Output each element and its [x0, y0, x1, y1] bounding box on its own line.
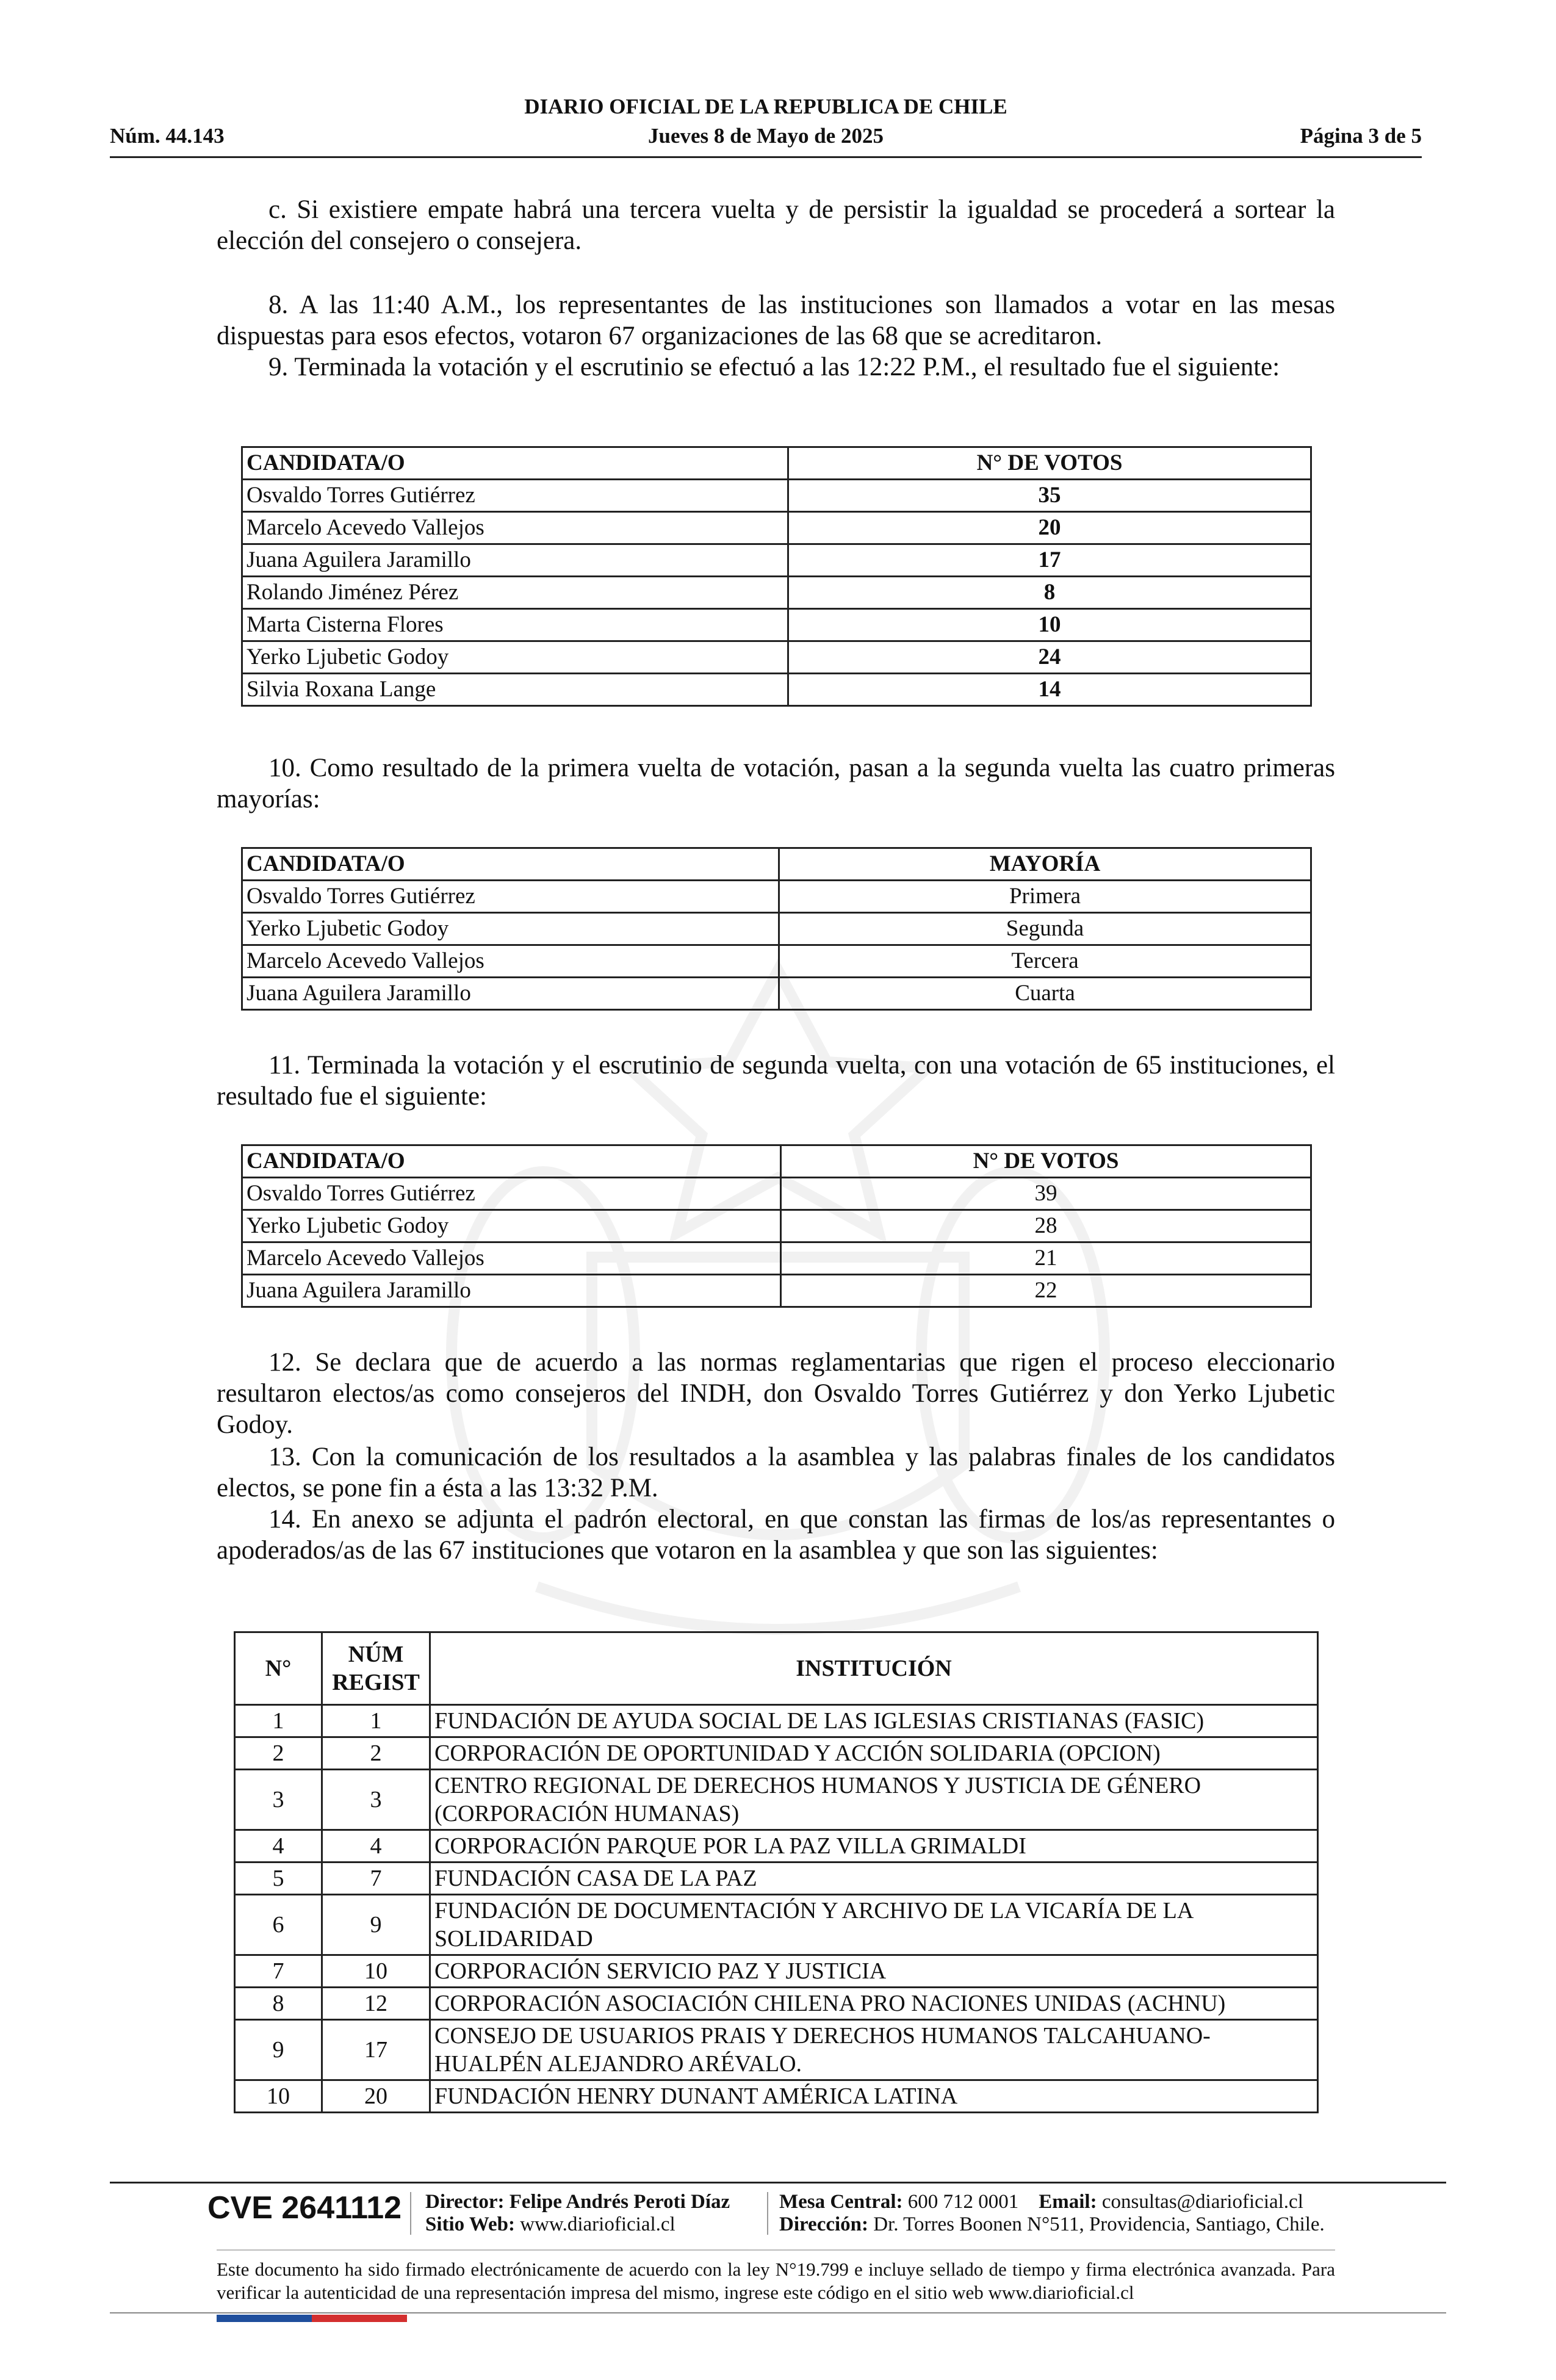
column-header-registry: NÚM REGIST [322, 1632, 430, 1705]
table-row [242, 1178, 1311, 1210]
column-header-candidate: CANDIDATA/O [242, 848, 779, 881]
table-header-row [242, 848, 1311, 881]
institution-name: CORPORACIÓN DE OPORTUNIDAD Y ACCIÓN SOLIDARIA (OPCION) [430, 1737, 1318, 1770]
footer-separator [410, 2192, 411, 2235]
column-header-candidate: CANDIDATA/O [242, 447, 788, 480]
table-row [235, 1705, 1318, 1737]
row-number: 3 [235, 1770, 322, 1830]
majorities-table [241, 847, 1312, 1011]
institutions-table [234, 1631, 1319, 2113]
issue-date: Jueves 8 de Mayo de 2025 [648, 124, 884, 148]
table-row [235, 2080, 1318, 2113]
registry-number: 1 [322, 1705, 430, 1737]
mesa-phone: 600 712 0001 [907, 2191, 1019, 2213]
table-row [242, 674, 1311, 706]
paragraph-12 [217, 1347, 1335, 1440]
website-link[interactable]: www.diarioficial.cl [520, 2213, 675, 2235]
table-row [242, 480, 1311, 512]
table-header-row [242, 1145, 1311, 1178]
publication-title: DIARIO OFICIAL DE LA REPUBLICA DE CHILE [524, 95, 1007, 118]
row-number: 2 [235, 1737, 322, 1770]
institution-name: CORPORACIÓN ASOCIACIÓN CHILENA PRO NACIONES UNIDAS (ACHNU) [430, 1988, 1318, 2020]
row-number: 4 [235, 1830, 322, 1863]
candidate-name: Yerko Ljubetic Godoy [242, 1210, 781, 1242]
paragraph-9 [217, 352, 1335, 383]
table-row [242, 609, 1311, 641]
candidate-name: Juana Aguilera Jaramillo [242, 978, 779, 1010]
table-row [242, 1242, 1311, 1275]
vote-count: 35 [788, 480, 1311, 512]
footer-bottom-divider [110, 2312, 1446, 2313]
row-number: 8 [235, 1988, 322, 2020]
candidate-name: Rolando Jiménez Pérez [242, 577, 788, 609]
paragraph-12-text: 12. Se declara que de acuerdo a las normas reglamentarias que rigen el proceso eleccionario resultaron electos/as como consejeros del INDH, don Osvaldo Torres Gutiérrez y don Yerko Ljubetic Godoy. [217, 1348, 1335, 1439]
majority-rank: Segunda [779, 913, 1311, 945]
candidate-name: Silvia Roxana Lange [242, 674, 788, 706]
paragraph-8-text: 8. A las 11:40 A.M., los representantes de las instituciones son llamados a votar en las mesas dispuestas para esos efectos, votaron 67 organizaciones de las 68 que se acreditaron. [217, 290, 1335, 350]
registry-number: 20 [322, 2080, 430, 2113]
vote-count: 39 [781, 1178, 1311, 1210]
column-header-number: N° [235, 1632, 322, 1705]
vote-count: 21 [781, 1242, 1311, 1275]
registry-number: 10 [322, 1955, 430, 1988]
column-header-candidate: CANDIDATA/O [242, 1145, 781, 1178]
table-row [235, 1770, 1318, 1830]
footer-divider [110, 2182, 1446, 2183]
vote-count: 22 [781, 1275, 1311, 1307]
registry-number: 17 [322, 2020, 430, 2080]
column-header-majority: MAYORÍA [779, 848, 1311, 881]
column-header-votes: N° DE VOTOS [781, 1145, 1311, 1178]
table-row [242, 544, 1311, 577]
table-row [235, 1863, 1318, 1895]
second-round-results-table [241, 1144, 1312, 1308]
column-header-institution: INSTITUCIÓN [430, 1632, 1318, 1705]
institution-name: FUNDACIÓN CASA DE LA PAZ [430, 1863, 1318, 1895]
director-name: Felipe Andrés Peroti Díaz [509, 2191, 730, 2213]
table-row [242, 641, 1311, 674]
flag-stripe-red [312, 2315, 407, 2322]
registry-number: 4 [322, 1830, 430, 1863]
footer-contact-block [779, 2191, 1325, 2236]
table-row [242, 978, 1311, 1010]
majority-rank: Cuarta [779, 978, 1311, 1010]
website-label: Sitio Web: [425, 2213, 516, 2235]
majority-rank: Primera [779, 881, 1311, 913]
table-row [235, 1988, 1318, 2020]
director-label: Director: [425, 2191, 505, 2213]
paragraph-10-text: 10. Como resultado de la primera vuelta de votación, pasan a la segunda vuelta las cuatro primeras mayorías: [217, 754, 1335, 813]
table-row [242, 512, 1311, 544]
vote-count: 14 [788, 674, 1311, 706]
paragraph-14 [217, 1504, 1335, 1566]
vote-count: 17 [788, 544, 1311, 577]
table-row [235, 2020, 1318, 2080]
table-header-row [242, 447, 1311, 480]
paragraph-11-text: 11. Terminada la votación y el escrutinio de segunda vuelta, con una votación de 65 instituciones, el resultado fue el siguiente: [217, 1051, 1335, 1111]
table-row [242, 1210, 1311, 1242]
vote-count: 10 [788, 609, 1311, 641]
legal-notice: Este documento ha sido firmado electrónicamente de acuerdo con la ley N°19.799 e incluye sellado de tiempo y firma electrónica avanzada. Para verificar la autenticidad de una representación impresa del mismo, ingrese este código en el sitio web www.diarioficial.cl [217, 2259, 1335, 2303]
paragraph-10 [217, 752, 1335, 815]
candidate-name: Yerko Ljubetic Godoy [242, 641, 788, 674]
table-row [235, 1737, 1318, 1770]
institution-name: CORPORACIÓN SERVICIO PAZ Y JUSTICIA [430, 1955, 1318, 1988]
footer-separator [767, 2192, 768, 2235]
paragraph-c [217, 194, 1335, 256]
candidate-name: Marta Cisterna Flores [242, 609, 788, 641]
issue-number: Núm. 44.143 [110, 124, 225, 148]
majority-rank: Tercera [779, 945, 1311, 978]
mesa-label: Mesa Central: [779, 2191, 903, 2213]
paragraph-c-text: c. Si existiere empate habrá una tercera vuelta y de persistir la igualdad se procederá a sortear la elección del consejero o consejera. [217, 195, 1335, 255]
institution-name: CONSEJO DE USUARIOS PRAIS Y DERECHOS HUMANOS TALCAHUANO-HUALPÉN ALEJANDRO ARÉVALO. [430, 2020, 1318, 2080]
institution-name: CORPORACIÓN PARQUE POR LA PAZ VILLA GRIMALDI [430, 1830, 1318, 1863]
row-number: 10 [235, 2080, 322, 2113]
paragraph-13 [217, 1441, 1335, 1504]
candidate-name: Marcelo Acevedo Vallejos [242, 945, 779, 978]
vote-count: 20 [788, 512, 1311, 544]
registry-number: 7 [322, 1863, 430, 1895]
registry-number: 9 [322, 1895, 430, 1955]
candidate-name: Osvaldo Torres Gutiérrez [242, 1178, 781, 1210]
candidate-name: Juana Aguilera Jaramillo [242, 1275, 781, 1307]
table-row [242, 881, 1311, 913]
address-label: Dirección: [779, 2213, 869, 2235]
footer-director-block [425, 2191, 730, 2236]
footer-thin-divider [217, 2249, 1335, 2251]
vote-count: 8 [788, 577, 1311, 609]
registry-number: 2 [322, 1737, 430, 1770]
paragraph-8 [217, 289, 1335, 352]
row-number: 5 [235, 1863, 322, 1895]
table-row [235, 1895, 1318, 1955]
vote-count: 24 [788, 641, 1311, 674]
email-label: Email: [1039, 2191, 1097, 2213]
table-row [242, 913, 1311, 945]
paragraph-14-text: 14. En anexo se adjunta el padrón electoral, en que constan las firmas de los/as representantes o apoderados/as de las 67 instituciones que votaron en la asamblea y que son las siguientes: [217, 1505, 1335, 1565]
paragraph-9-text: 9. Terminada la votación y el escrutinio se efectuó a las 12:22 P.M., el resultado fue el siguiente: [268, 353, 1280, 381]
candidate-name: Osvaldo Torres Gutiérrez [242, 881, 779, 913]
registry-number: 3 [322, 1770, 430, 1830]
candidate-name: Juana Aguilera Jaramillo [242, 544, 788, 577]
institution-name: FUNDACIÓN DE AYUDA SOCIAL DE LAS IGLESIAS CRISTIANAS (FASIC) [430, 1705, 1318, 1737]
row-number: 7 [235, 1955, 322, 1988]
table-header-row [235, 1632, 1318, 1705]
candidate-name: Yerko Ljubetic Godoy [242, 913, 779, 945]
header-divider [110, 156, 1422, 158]
institution-name: FUNDACIÓN HENRY DUNANT AMÉRICA LATINA [430, 2080, 1318, 2113]
cve-code: CVE 2641112 [207, 2190, 402, 2226]
row-number: 9 [235, 2020, 322, 2080]
table-row [242, 1275, 1311, 1307]
email-link[interactable]: consultas@diarioficial.cl [1101, 2191, 1303, 2213]
institution-name: CENTRO REGIONAL DE DERECHOS HUMANOS Y JUSTICIA DE GÉNERO (CORPORACIÓN HUMANAS) [430, 1770, 1318, 1830]
candidate-name: Marcelo Acevedo Vallejos [242, 512, 788, 544]
row-number: 1 [235, 1705, 322, 1737]
row-number: 6 [235, 1895, 322, 1955]
page-number: Página 3 de 5 [1300, 124, 1422, 148]
vote-count: 28 [781, 1210, 1311, 1242]
table-row [242, 945, 1311, 978]
address-text: Dr. Torres Boonen N°511, Providencia, Santiago, Chile. [873, 2213, 1325, 2235]
table-row [235, 1955, 1318, 1988]
table-row [235, 1830, 1318, 1863]
first-round-results-table [241, 446, 1312, 707]
candidate-name: Marcelo Acevedo Vallejos [242, 1242, 781, 1275]
table-row [242, 577, 1311, 609]
page-header [110, 95, 1422, 156]
column-header-votes: N° DE VOTOS [788, 447, 1311, 480]
paragraph-13-text: 13. Con la comunicación de los resultados a la asamblea y las palabras finales de los candidatos electos, se pone fin a ésta a las 13:32 P.M. [217, 1443, 1335, 1502]
flag-stripe-blue [217, 2315, 312, 2322]
institution-name: FUNDACIÓN DE DOCUMENTACIÓN Y ARCHIVO DE LA VICARÍA DE LA SOLIDARIDAD [430, 1895, 1318, 1955]
candidate-name: Osvaldo Torres Gutiérrez [242, 480, 788, 512]
paragraph-11 [217, 1050, 1335, 1112]
registry-number: 12 [322, 1988, 430, 2020]
